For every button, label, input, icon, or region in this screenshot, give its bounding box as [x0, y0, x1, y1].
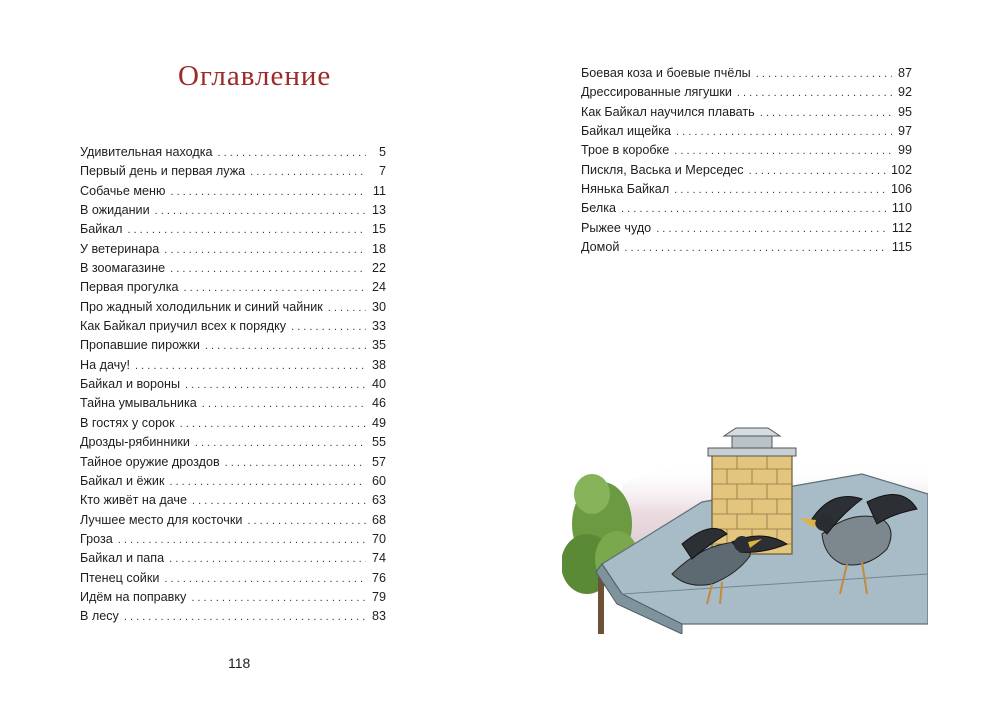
toc-entry-title: Нянька Байкал: [581, 182, 670, 197]
right-page: [500, 0, 1001, 726]
toc-entry-title: Трое в коробке: [581, 143, 670, 158]
toc-entry-page-number: 79: [371, 589, 386, 604]
toc-entry-title: Птенец сойки: [80, 570, 160, 585]
toc-entry-page-number: 83: [371, 609, 386, 624]
toc-entry: [80, 453, 386, 472]
toc-entry-page-number: 49: [371, 415, 386, 430]
toc-entry: [80, 414, 386, 433]
dot-leader: [225, 454, 366, 473]
toc-entry: [80, 143, 386, 162]
toc-entry-title: Про жадный холодильник и синий чайник: [80, 299, 323, 314]
toc-entry-title: Собачье меню: [80, 183, 166, 198]
toc-entry: [581, 219, 912, 238]
toc-entry-title: Удивительная находка: [80, 145, 213, 159]
dot-leader: [155, 202, 366, 221]
toc-entry-page-number: 55: [371, 435, 386, 450]
toc-entry-title: Первая прогулка: [80, 280, 179, 295]
toc-entry: [80, 356, 386, 375]
toc-entry-title: В гостях у сорок: [80, 415, 175, 430]
toc-entry-title: Первый день и первая лужа: [80, 164, 246, 179]
toc-entry-page-number: 115: [891, 240, 912, 255]
toc-entry: [80, 375, 386, 394]
dot-leader: [756, 65, 892, 84]
dot-leader: [737, 84, 892, 103]
dot-leader: [127, 221, 366, 240]
toc-entry-page-number: 11: [372, 183, 386, 198]
dot-leader: [250, 163, 366, 182]
dot-leader: [169, 550, 366, 569]
toc-entry-title: Тайное оружие дроздов: [80, 454, 220, 469]
toc-entry-title: Байкал и ёжик: [80, 473, 165, 488]
dot-leader: [124, 608, 366, 627]
toc-entry-title: Идём на поправку: [80, 589, 187, 604]
dot-leader: [328, 299, 366, 318]
dot-leader: [676, 123, 892, 142]
dot-leader: [674, 181, 887, 200]
toc-entry-title: Как Байкал научился плавать: [581, 104, 755, 119]
dot-leader: [169, 473, 366, 492]
toc-entry: [80, 394, 386, 413]
page-number: 118: [228, 655, 251, 671]
toc-entry-title: Байкал и вороны: [80, 377, 181, 392]
toc-entry-page-number: 18: [371, 241, 386, 256]
toc-entry-page-number: 63: [371, 493, 386, 508]
toc-entry-title: Кто живёт на даче: [80, 493, 187, 508]
dot-leader: [180, 415, 366, 434]
dot-leader: [624, 239, 888, 258]
dot-leader: [674, 142, 892, 161]
toc-entry-page-number: 40: [371, 377, 386, 392]
toc-entry-title: Боевая коза и боевые пчёлы: [581, 66, 751, 80]
dot-leader: [760, 104, 892, 123]
toc-entry-page-number: 92: [897, 85, 912, 100]
toc-entry-page-number: 5: [378, 145, 386, 159]
dot-leader: [205, 337, 366, 356]
dot-leader: [192, 492, 366, 511]
dot-leader: [202, 395, 366, 414]
toc-entry-page-number: 24: [371, 280, 386, 295]
dot-leader: [247, 512, 366, 531]
toc-entry-title: На дачу!: [80, 357, 131, 372]
toc-entry-title: В зоомагазине: [80, 261, 166, 276]
toc-entry-page-number: 112: [891, 220, 912, 235]
toc-entry-page-number: 35: [371, 338, 386, 353]
toc-entry: [581, 122, 912, 141]
dot-leader: [164, 570, 366, 589]
toc-entry-page-number: 68: [371, 512, 386, 527]
crows-on-roof-illustration: [562, 424, 928, 634]
toc-entry: [80, 607, 386, 626]
dot-leader: [185, 376, 366, 395]
toc-entry-title: Белка: [581, 201, 616, 216]
toc-entry-page-number: 33: [371, 319, 386, 334]
toc-entry: [581, 161, 912, 180]
dot-leader: [749, 162, 887, 181]
toc-entry: [80, 588, 386, 607]
toc-entry-page-number: 15: [371, 222, 386, 237]
toc-entry-title: Тайна умывальника: [80, 396, 197, 411]
toc-entry-title: Гроза: [80, 531, 113, 546]
toc-entry-page-number: 46: [371, 396, 386, 411]
dot-leader: [164, 241, 366, 260]
toc-entry: [80, 240, 386, 259]
toc-entry-page-number: 110: [891, 201, 912, 216]
toc-entry: [80, 278, 386, 297]
toc-entry: [80, 433, 386, 452]
toc-entry: [581, 180, 912, 199]
toc-entry-page-number: 60: [371, 473, 386, 488]
toc-entry: [581, 64, 912, 83]
toc-entry: [581, 141, 912, 160]
page-title: Оглавление: [178, 60, 332, 92]
toc-entry-page-number: 76: [371, 570, 386, 585]
dot-leader: [195, 434, 366, 453]
toc-entry: [80, 336, 386, 355]
dot-leader: [218, 144, 366, 163]
toc-entry-title: Пискля, Васька и Мерседес: [581, 162, 744, 177]
toc-entry-page-number: 102: [890, 162, 912, 177]
toc-entry-page-number: 57: [371, 454, 386, 469]
left-page: [0, 0, 500, 726]
dot-leader: [170, 183, 366, 202]
toc-entry-title: В лесу: [80, 609, 119, 624]
toc-entry: [581, 238, 912, 257]
toc-entry-title: Лучшее место для косточки: [80, 512, 243, 527]
toc-entry-title: Домой: [581, 240, 620, 255]
toc-entry-page-number: 99: [897, 143, 912, 158]
toc-entry: [80, 298, 386, 317]
toc-entry: [80, 511, 386, 530]
toc-entry-page-number: 22: [371, 261, 386, 276]
toc-entry-page-number: 74: [371, 551, 386, 566]
toc-entry-page-number: 13: [371, 203, 386, 218]
toc-entry-title: Байкал: [80, 222, 123, 237]
toc-entry-page-number: 30: [371, 299, 386, 314]
toc-entry-title: У ветеринара: [80, 241, 160, 256]
toc-entry-title: Байкал и папа: [80, 551, 165, 566]
toc-entry-title: Дрессированные лягушки: [581, 85, 732, 100]
toc-entry-page-number: 38: [371, 357, 386, 372]
dot-leader: [118, 531, 366, 550]
toc-entry: [581, 103, 912, 122]
toc-entry: [80, 317, 386, 336]
toc-entry: [80, 182, 386, 201]
dot-leader: [184, 279, 366, 298]
toc-entry-page-number: 106: [890, 182, 912, 197]
toc-entry-title: Дрозды-рябинники: [80, 435, 190, 450]
toc-entry: [80, 162, 386, 181]
toc-entry: [80, 472, 386, 491]
toc-entry-title: Байкал ищейка: [581, 124, 672, 139]
dot-leader: [656, 220, 888, 239]
toc-entry-page-number: 87: [897, 66, 912, 80]
toc-list-right: [581, 64, 912, 257]
dot-leader: [135, 357, 366, 376]
toc-entry-title: Как Байкал приучил всех к порядку: [80, 319, 287, 334]
toc-entry: [80, 549, 386, 568]
toc-entry-page-number: 70: [371, 531, 386, 546]
toc-entry-page-number: 97: [897, 124, 912, 139]
toc-entry: [80, 220, 386, 239]
toc-entry: [80, 259, 386, 278]
toc-entry-title: Рыжее чудо: [581, 220, 652, 235]
dot-leader: [191, 589, 366, 608]
toc-entry: [581, 83, 912, 102]
toc-entry: [80, 491, 386, 510]
toc-entry: [80, 530, 386, 549]
toc-entry-title: В ожидании: [80, 203, 150, 218]
toc-list-left: [80, 143, 386, 627]
toc-entry-page-number: 95: [897, 104, 912, 119]
toc-entry: [80, 201, 386, 220]
toc-entry: [581, 199, 912, 218]
dot-leader: [621, 200, 888, 219]
dot-leader: [291, 318, 366, 337]
toc-entry-page-number: 7: [378, 164, 386, 179]
dot-leader: [170, 260, 366, 279]
toc-entry: [80, 569, 386, 588]
toc-entry-title: Пропавшие пирожки: [80, 338, 200, 353]
